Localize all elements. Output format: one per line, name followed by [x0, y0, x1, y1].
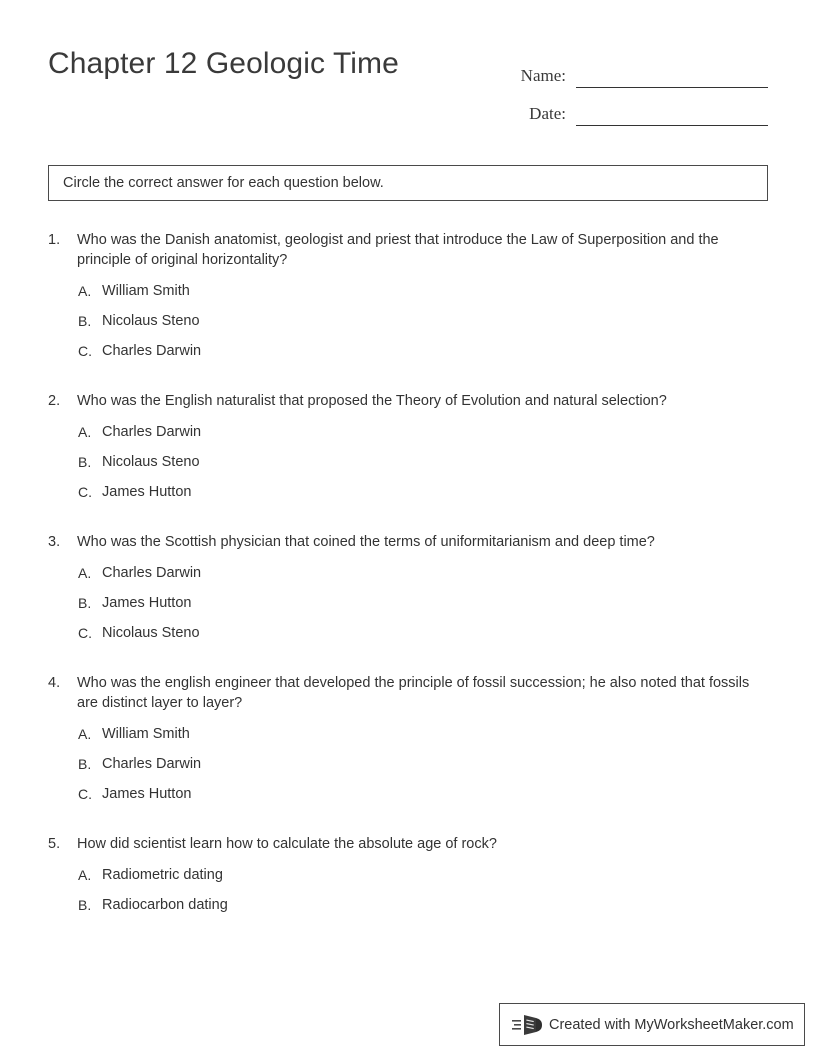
question-item — [48, 532, 770, 653]
created-with-badge[interactable] — [499, 1003, 805, 1046]
instruction-box — [48, 165, 768, 201]
option-letter: C. — [78, 625, 92, 641]
date-row — [468, 88, 768, 126]
option-text: William Smith — [102, 726, 190, 742]
question-prompt-row — [48, 673, 770, 713]
question-number: 5. — [48, 836, 61, 852]
worksheet-maker-logo-icon — [512, 1012, 546, 1038]
question-text: Who was the Danish anatomist, geologist and priest that introduce the Law of Superposition and the principle of original horizontality? — [77, 232, 719, 268]
option-list — [48, 281, 770, 371]
option-letter: B. — [78, 313, 92, 329]
option-list — [48, 422, 770, 512]
question-item — [48, 834, 770, 925]
question-text: Who was the English naturalist that proposed the Theory of Evolution and natural selection? — [77, 393, 667, 409]
option-item[interactable] — [48, 281, 770, 311]
option-item[interactable] — [48, 482, 770, 512]
question-text: How did scientist learn how to calculate the absolute age of rock? — [77, 836, 497, 852]
date-input-line[interactable] — [576, 105, 768, 126]
question-number: 1. — [48, 232, 61, 248]
option-text: Nicolaus Steno — [102, 454, 200, 470]
option-text: Nicolaus Steno — [102, 625, 200, 641]
question-item — [48, 673, 770, 814]
question-prompt-row — [48, 230, 770, 270]
option-letter: C. — [78, 786, 92, 802]
option-letter: B. — [78, 595, 92, 611]
option-item[interactable] — [48, 895, 770, 925]
option-letter: B. — [78, 454, 92, 470]
option-item[interactable] — [48, 593, 770, 623]
question-text: Who was the english engineer that developed the principle of fossil succession; he also noted that fossils are distinct layer to layer? — [77, 675, 750, 711]
option-list — [48, 865, 770, 925]
instruction-text: Circle the correct answer for each question below. — [63, 175, 384, 191]
option-letter: C. — [78, 343, 92, 359]
question-item — [48, 391, 770, 512]
option-letter: A. — [78, 424, 92, 440]
name-row — [468, 50, 768, 88]
option-text: Charles Darwin — [102, 565, 202, 581]
question-item — [48, 230, 770, 371]
option-item[interactable] — [48, 784, 770, 814]
option-item[interactable] — [48, 623, 770, 653]
option-text: Charles Darwin — [102, 424, 202, 440]
option-letter: A. — [78, 867, 92, 883]
option-text: Radiocarbon dating — [102, 897, 228, 913]
option-text: James Hutton — [102, 484, 192, 500]
option-item[interactable] — [48, 754, 770, 784]
option-letter: A. — [78, 565, 92, 581]
option-letter: A. — [78, 726, 92, 742]
question-prompt-row — [48, 532, 770, 552]
option-list — [48, 563, 770, 653]
question-number: 3. — [48, 534, 61, 550]
badge-text: Created with MyWorksheetMaker.com — [549, 1016, 794, 1033]
option-item[interactable] — [48, 563, 770, 593]
date-label: Date: — [529, 104, 566, 123]
name-input-line[interactable] — [576, 67, 768, 88]
option-text: William Smith — [102, 283, 190, 299]
option-text: James Hutton — [102, 786, 192, 802]
option-item[interactable] — [48, 452, 770, 482]
option-text: Charles Darwin — [102, 343, 202, 359]
option-item[interactable] — [48, 865, 770, 895]
option-text: James Hutton — [102, 595, 192, 611]
option-text: Charles Darwin — [102, 756, 202, 772]
option-text: Nicolaus Steno — [102, 313, 200, 329]
option-item[interactable] — [48, 724, 770, 754]
question-prompt-row — [48, 834, 770, 854]
name-label: Name: — [520, 66, 566, 85]
option-item[interactable] — [48, 311, 770, 341]
page-title: Chapter 12 Geologic Time — [48, 47, 399, 80]
question-prompt-row — [48, 391, 770, 411]
option-item[interactable] — [48, 422, 770, 452]
option-letter: C. — [78, 484, 92, 500]
option-item[interactable] — [48, 341, 770, 371]
question-text: Who was the Scottish physician that coined the terms of uniformitarianism and deep time? — [77, 534, 655, 550]
question-number: 4. — [48, 675, 61, 691]
option-letter: B. — [78, 897, 92, 913]
question-list — [48, 230, 770, 946]
worksheet-header — [48, 44, 768, 124]
question-number: 2. — [48, 393, 61, 409]
option-list — [48, 724, 770, 814]
option-letter: A. — [78, 283, 92, 299]
option-letter: B. — [78, 756, 92, 772]
name-date-block — [468, 50, 768, 126]
option-text: Radiometric dating — [102, 867, 223, 883]
